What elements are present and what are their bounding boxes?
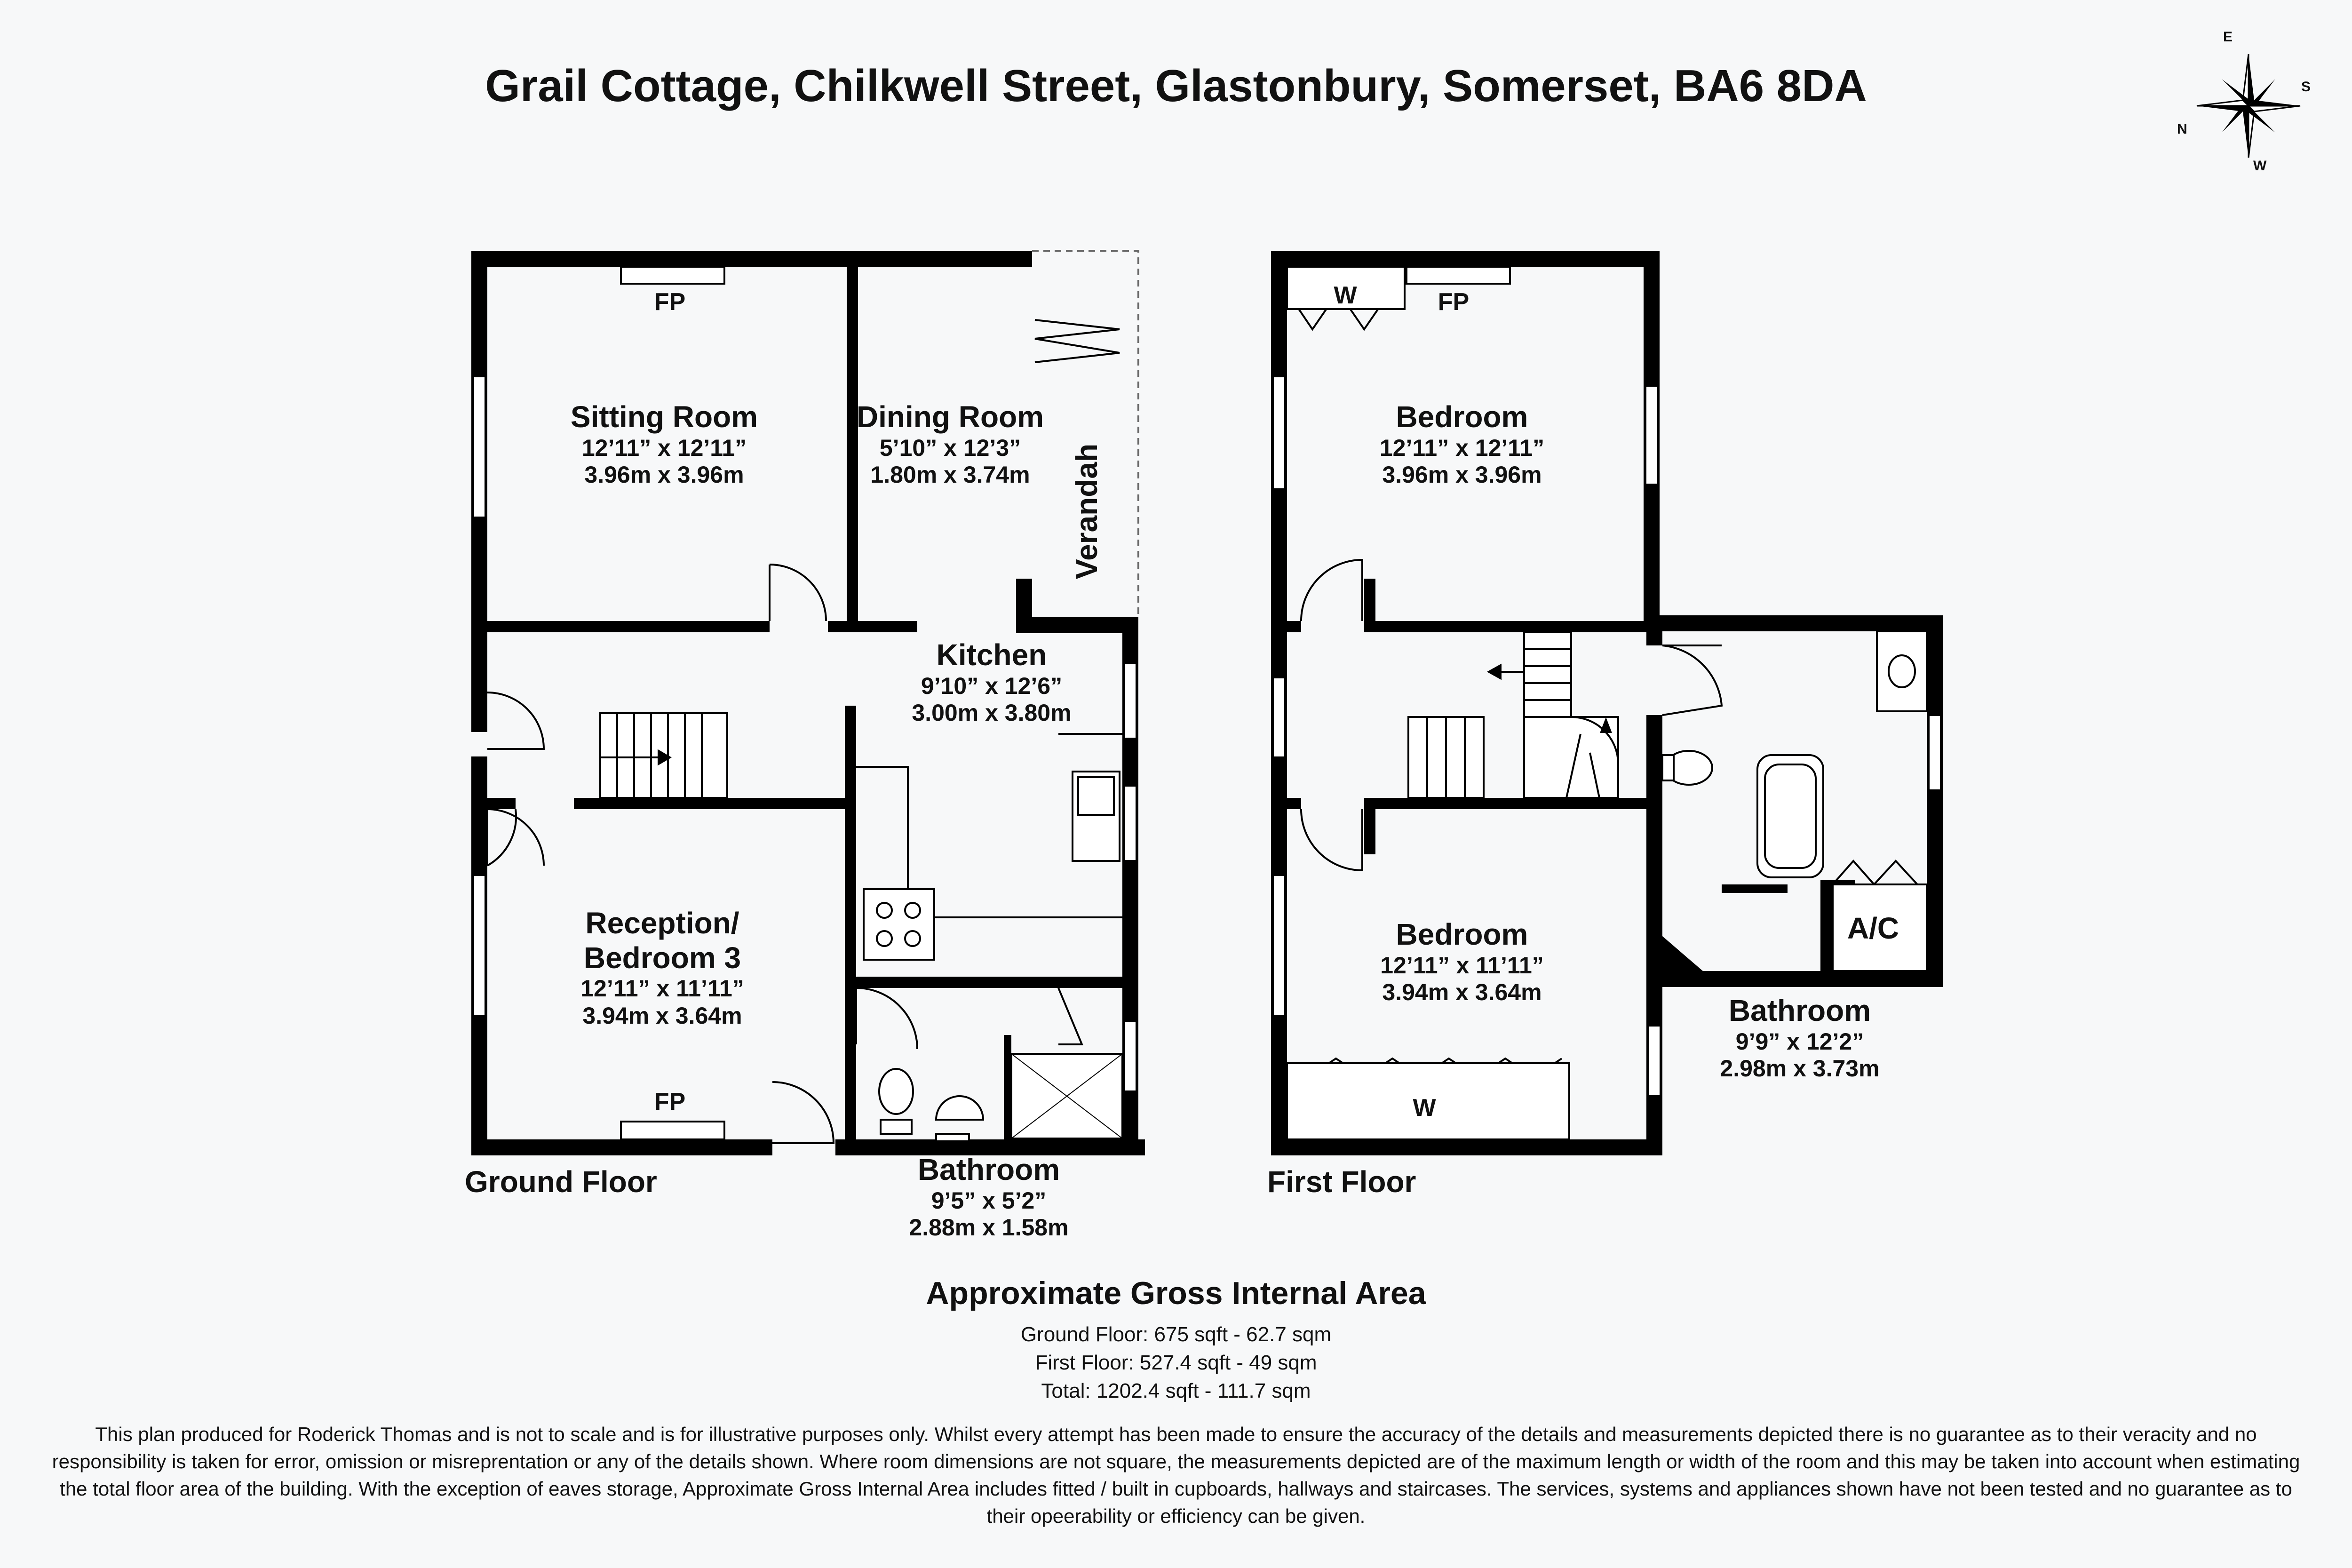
ground-bathroom-label: Bathroom 9’5” x 5’2” 2.88m x 1.58m: [909, 1153, 1069, 1241]
first-bathroom-label: Bathroom 9’9” x 12’2” 2.98m x 3.73m: [1720, 994, 1880, 1082]
area-title: Approximate Gross Internal Area: [926, 1275, 1426, 1311]
bedroom-1-fireplace: FP: [1438, 288, 1470, 316]
verandah-door-icon: [1035, 320, 1120, 362]
ground-bathroom-fittings: [879, 1054, 1122, 1141]
disclaimer-text: This plan produced for Roderick Thomas and is not to scale and is for illustrative purposes only. Whilst every attempt has been made to ensure the accuracy of the details and measurements depicted there is no guarantee as to their veracity and no responsibility is taken for error, omission or misreprentation or any of the details shown. Where room dimensions are not square, the measurements depicted are of the maximum length or width of the room and this may be taken into account when estimating the total floor area of the building. With the exception of eaves storage, Approximate Gross Internal Area includes fitted / built in cupboards, hallways and staircases. The services, systems and appliances shown have not been tested and no guarantee as to their opeerability or efficiency can be given.: [52, 1423, 2300, 1527]
area-ground: Ground Floor: 675 sqft - 62.7 sqm: [1020, 1323, 1332, 1346]
reception-fireplace: FP: [654, 1088, 686, 1115]
bedroom-2-wardrobe: W: [1413, 1094, 1436, 1122]
kitchen-label: Kitchen 9’10” x 12’6” 3.00m x 3.80m: [912, 638, 1072, 726]
bedroom-1-label: Bedroom 12’11” x 12’11” 3.96m x 3.96m: [1379, 400, 1545, 488]
property-title: Grail Cottage, Chilkwell Street, Glastonbury, Somerset, BA6 8DA: [485, 61, 1867, 111]
bedroom-1-wardrobe: W: [1334, 282, 1357, 309]
first-floor-label: First Floor: [1267, 1165, 1416, 1199]
area-first: First Floor: 527.4 sqft - 49 sqm: [1035, 1351, 1317, 1374]
bedroom-2-label: Bedroom 12’11” x 11’11” 3.94m x 3.64m: [1380, 917, 1544, 1006]
airing-cupboard-label: A/C: [1847, 911, 1899, 945]
verandah-label: Verandah: [1070, 443, 1104, 580]
sitting-room-fireplace: FP: [654, 288, 686, 316]
compass-west: W: [2253, 158, 2267, 174]
compass-south: S: [2301, 79, 2311, 95]
kitchen-fittings: [856, 734, 1122, 960]
compass-east: E: [2223, 29, 2233, 45]
sitting-room-label: Sitting Room 12’11” x 12’11” 3.96m x 3.96m: [570, 400, 758, 488]
ground-floor-stairs: [600, 713, 727, 798]
reception-bedroom3-label: Reception/ Bedroom 3 12’11” x 11’11” 3.94m x 3.64m: [580, 906, 744, 1029]
area-total: Total: 1202.4 sqft - 111.7 sqm: [1041, 1379, 1311, 1402]
ground-floor-label: Ground Floor: [465, 1165, 657, 1199]
dining-room-label: Dining Room 5’10” x 12’3” 1.80m x 3.74m: [856, 400, 1044, 488]
compass-north: N: [2177, 121, 2187, 137]
first-floor-stairs: [1408, 632, 1618, 798]
